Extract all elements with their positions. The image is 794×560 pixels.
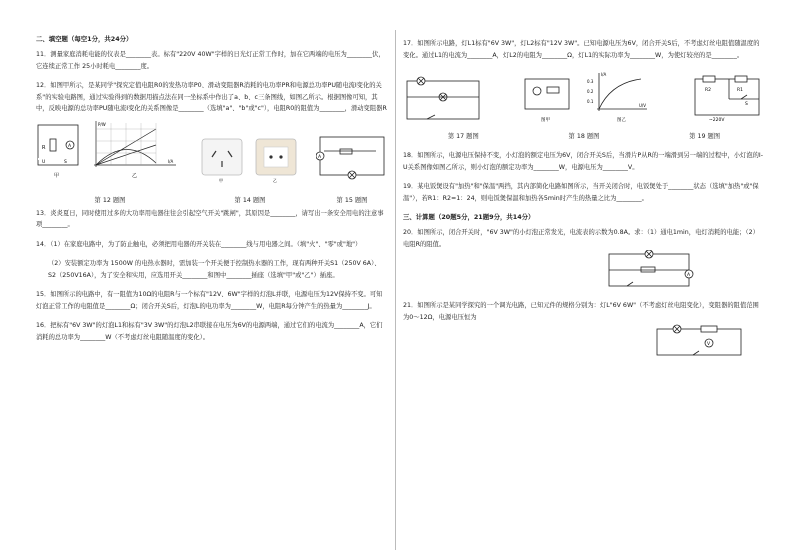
question-14-part2: （2）安装额定功率为 1500W 的电热水器时，需加装一个开关便于控制热水器的工作，现有两种开关S1（250V 6A）、S2（250V16A），为了安全和实用，应选用开关________和图中________插座（选填"甲"或"乙"）插座。 (48, 260, 381, 279)
figure-20-circuit (603, 250, 703, 292)
fig18-tick-2: 0.2 (587, 89, 594, 94)
section-title-calculation: 三、计算题（20题5分，21题9分，共14分） (403, 213, 535, 221)
figure-19-caption: 第 19 题图 (689, 133, 721, 140)
fig12-s-label: S (64, 159, 67, 165)
fig14-jia-label: 甲 (219, 177, 223, 183)
fig18-i-axis: I/A (601, 72, 607, 77)
fig19-s: S (745, 102, 748, 107)
question-18: 18．如图所示，电源电压保持不变，小灯泡的额定电压为6V，闭合开关S后，当滑片P从R的一端滑到另一端的过程中，小灯泡的I-U关系图像如图乙所示，则小灯泡的额定功率为________W，电源电压为________V。 (403, 152, 764, 171)
figure-17-circuit (403, 75, 483, 125)
fig12-i-axis: I/A (168, 158, 174, 164)
fig18-yi-label: 图乙 (617, 118, 626, 123)
figures-12-14-15 (36, 119, 388, 204)
figures-17-18-19 (403, 69, 765, 125)
left-column (36, 34, 388, 343)
figure-12-diagram (36, 119, 184, 183)
fig18-tick-1: 0.3 (587, 79, 594, 84)
figure-21-circuit (653, 323, 753, 359)
figure-18-diagram (521, 69, 651, 125)
fig12-jia-label: 甲 (54, 172, 60, 179)
fig20-a-meter: A (687, 273, 691, 278)
question-20: 20．如图所示，闭合开关时，"6V 3W"的小灯泡正常发光，电流表的示数为0.8A。求：（1）通电1min，电灯消耗的电能；（2）电阻R的阻值。 (403, 229, 759, 248)
figure-15-caption: 第 15 题图 (336, 196, 368, 204)
question-14-part1: 14．（1）在家庭电路中，为了防止触电，必须把用电器的开关装在________线与用电器之间。（填"火"、"零"或"地"） (36, 240, 362, 248)
right-column (403, 38, 765, 363)
fig18-u-axis: U/V (639, 103, 647, 108)
question-19: 19．某电饭煲设有"加热"和"保温"两挡，其内部简化电路如图所示，当开关闭合时，电饭煲处于________状态（选填"加热"或"保温"），若R1：R2=1：24，则电饭煲保温和加热各5min时产生的热量之比为________。 (403, 183, 759, 202)
fig14-yi-label: 乙 (273, 177, 277, 183)
figure-12-caption: 第 12 题图 (94, 196, 126, 204)
figure-12 (36, 119, 184, 204)
fig18-tick-3: 0.1 (587, 99, 594, 104)
question-21: 21．如图所示是某同学探究的一个调光电路，已知元件的规格分别为：灯L"6V 6W"（不考虑灯丝电阻变化），变阻器的阻值范围为0～12Ω，电源电压恒为 (403, 302, 759, 321)
fig19-r2: R2 (705, 88, 711, 93)
section-title-fill-blank: 二、填空题（每空1分，共24分） (36, 35, 133, 43)
figure-captions-right (403, 131, 765, 140)
fig12-u-label: U (42, 159, 46, 165)
figure-14-caption: 第 14 题图 (234, 196, 266, 204)
fig21-v-meter: V (707, 342, 711, 347)
figure-18-caption: 第 18 题图 (568, 133, 600, 140)
fig15-a-meter: A (318, 154, 322, 160)
figure-17-caption: 第 17 题图 (447, 133, 479, 140)
fig19-voltage: ~220V (709, 118, 725, 123)
question-11: 11．测量家庭消耗电能的仪表是________表。标有"220V 40W"字样的日光灯正常工作时，加在它两端的电压为________伏，它连续正常工作 25小时耗电________度。 (36, 51, 385, 70)
question-17: 17．如图所示电路，灯L1标有"6V 3W"，灯L2标有"12V 3W"。已知电源电压为6V，闭合开关S后，不考虑灯丝电阻值随温度的变化。通过L1的电流为________A，灯L2的电阻为________Ω，灯L1的实际功率为________W，为使灯较亮的是________。 (403, 40, 760, 59)
fig12-p-axis: P/W (98, 121, 106, 127)
fig19-r1: R1 (737, 88, 743, 93)
fig18-jia-label: 图甲 (541, 118, 550, 123)
question-16: 16．把标有"6V 3W"的灯泡L1和标有"3V 3W"的灯泡L2串联接在电压为6V的电源两端，通过它们的电流为________A，它们消耗的总功率为________W（不考虑灯丝电阻随温度的变化）。 (36, 322, 383, 341)
question-15: 15．如图所示的电路中，有一阻值为10Ω的电阻R与一个标有"12V、6W"字样的灯泡L并联，电源电压为12V保持不变。可知灯泡正常工作的电阻值是________Ω；闭合开关S后，灯泡L的电功率为________W，电阻R每分钟产生的热量为________J。 (36, 291, 383, 310)
question-12: 12．如图甲所示，是某同学"探究定值电阻R0的发热功率P0、滑动变阻器R消耗的电功率PR和电源总功率PU随电流I变化的关系"的实验电路图，通过实验得到的数据用描点法在同一坐标系中作出了a、b、c三条图线，如图乙所示。根据图像可知，其中，反映电源的总功率PU随电流I变化的关系图像是________（选填"a"、"b"或"c"），电阻R0的阻值为________，滑动变阻器R (36, 82, 387, 112)
figure-14 (200, 135, 300, 204)
fig12-yi-label: 乙 (132, 172, 138, 179)
column-divider (395, 30, 396, 550)
figure-15 (316, 131, 388, 204)
fig12-a-label: A (68, 143, 72, 149)
question-13: 13．炎炎夏日，同时使用过多的大功率用电器往往会引起空气开关"跳闸"，其原因是________，请写出一条安全用电的注意事项________。 (36, 209, 384, 228)
fig12-r-label: R (42, 144, 46, 151)
figure-15-circuit (316, 131, 388, 183)
figure-19-circuit (689, 71, 765, 125)
figure-14-sockets (200, 135, 300, 183)
